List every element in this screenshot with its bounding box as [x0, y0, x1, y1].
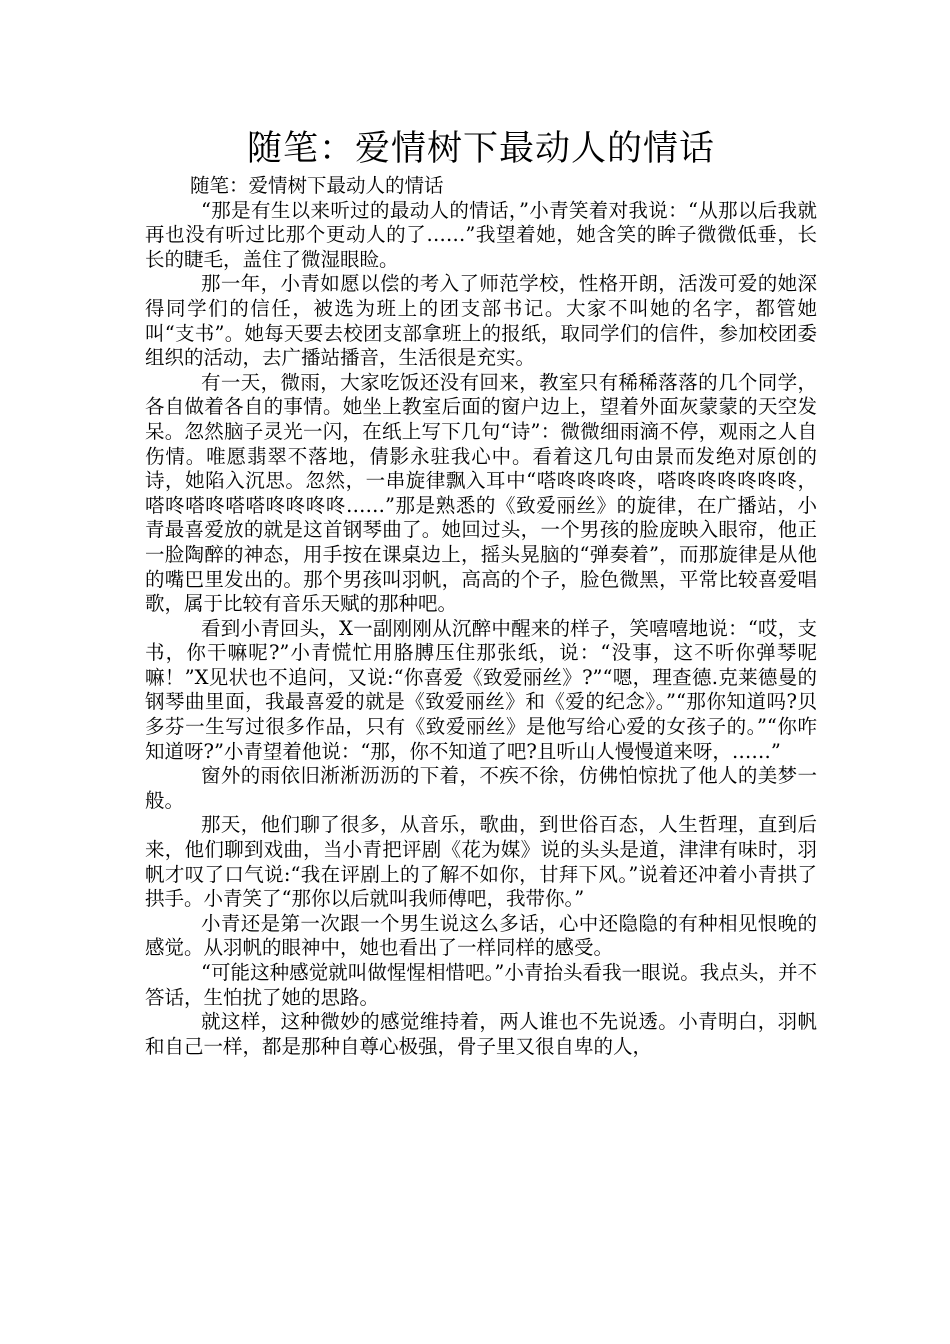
paragraph: 窗外的雨依旧淅淅沥沥的下着，不疾不徐，仿佛怕惊扰了他人的美梦一般。 — [145, 764, 817, 812]
paragraph: 那天，他们聊了很多，从音乐，歌曲，到世俗百态，人生哲理，直到后来，他们聊到戏曲，当小青把评剧《花为媒》说的头头是道，津津有味时，羽帆才叹了口气说:“我在评剧上的了解不如你，甘拜下风。”说着还冲着小青拱了拱手。小青笑了“那你以后就叫我师傅吧，我带你。” — [145, 813, 817, 911]
paragraph: “那是有生以来听过的最动人的情话，”小青笑着对我说：“从那以后我就再也没有听过比那个更动人的了……”我望着她，她含笑的眸子微微低垂，长长的睫毛，盖住了微湿眼睑。 — [145, 198, 817, 271]
document-page — [145, 126, 817, 1059]
paragraph: 那一年，小青如愿以偿的考入了师范学校，性格开朗，活泼可爱的她深得同学们的信任，被选为班上的团支部书记。大家不叫她的名字，都管她叫“支书”。她每天要去校团支部拿班上的报纸，取同学们的信件，参加校团委组织的活动，去广播站播音，生活很是充实。 — [145, 272, 817, 370]
paragraph: 小青还是第一次跟一个男生说这么多话，心中还隐隐的有种相见恨晚的感觉。从羽帆的眼神中，她也看出了一样同样的感受。 — [145, 911, 817, 960]
paragraph: 看到小青回头，X一副刚刚从沉醉中醒来的样子，笑嘻嘻地说：“哎，支书，你干嘛呢?”小青慌忙用胳膊压住那张纸，说：“没事，这不听你弹琴呢嘛！”X见状也不追问，又说:“你喜爱《致爱丽丝》?”“嗯，理查德.克莱德曼的钢琴曲里面，我最喜爱的就是《致爱丽丝》和《爱的纪念》。”“那你知道吗?贝多芬一生写过很多作品，只有《致爱丽丝》是他写给心爱的女孩子的。”“你咋知道呀?”小青望着他说：“那，你不知道了吧?且听山人慢慢道来呀，……” — [145, 616, 817, 763]
paragraph: 就这样，这种微妙的感觉维持着，两人谁也不先说透。小青明白，羽帆和自己一样，都是那种自尊心极强，骨子里又很自卑的人， — [145, 1010, 817, 1058]
paragraph: 有一天，微雨，大家吃饭还没有回来，教室只有稀稀落落的几个同学，各自做着各自的事情。她坐上教室后面的窗户边上，望着外面灰蒙蒙的天空发呆。忽然脑子灵光一闪，在纸上写下几句“诗”：微微细雨滴不停，观雨之人自伤情。唯愿翡翠不落地，倩影永驻我心中。看着这几句由景而发绝对原创的诗，她陷入沉思。忽然，一串旋律飘入耳中“嗒咚咚咚咚，嗒咚咚咚咚咚咚，嗒咚嗒咚嗒嗒咚咚咚咚……”那是熟悉的《致爱丽丝》的旋律，在广播站，小青最喜爱放的就是这首钢琴曲了。她回过头，一个男孩的脸庞映入眼帘，他正一脸陶醉的神态，用手按在课桌边上，摇头晃脑的“弹奏着”，而那旋律是从他的嘴巴里发出的。那个男孩叫羽帆，高高的个子，脸色微黑，平常比较喜爱唱歌，属于比较有音乐天赋的那种吧。 — [145, 370, 817, 616]
document-subtitle: 随笔：爱情树下最动人的情话 — [190, 174, 444, 197]
paragraph: “可能这种感觉就叫做惺惺相惜吧。”小青抬头看我一眼说。我点头，并不答话，生怕扰了她的思路。 — [145, 961, 817, 1009]
document-title: 随笔：爱情树下最动人的情话 — [246, 129, 715, 169]
